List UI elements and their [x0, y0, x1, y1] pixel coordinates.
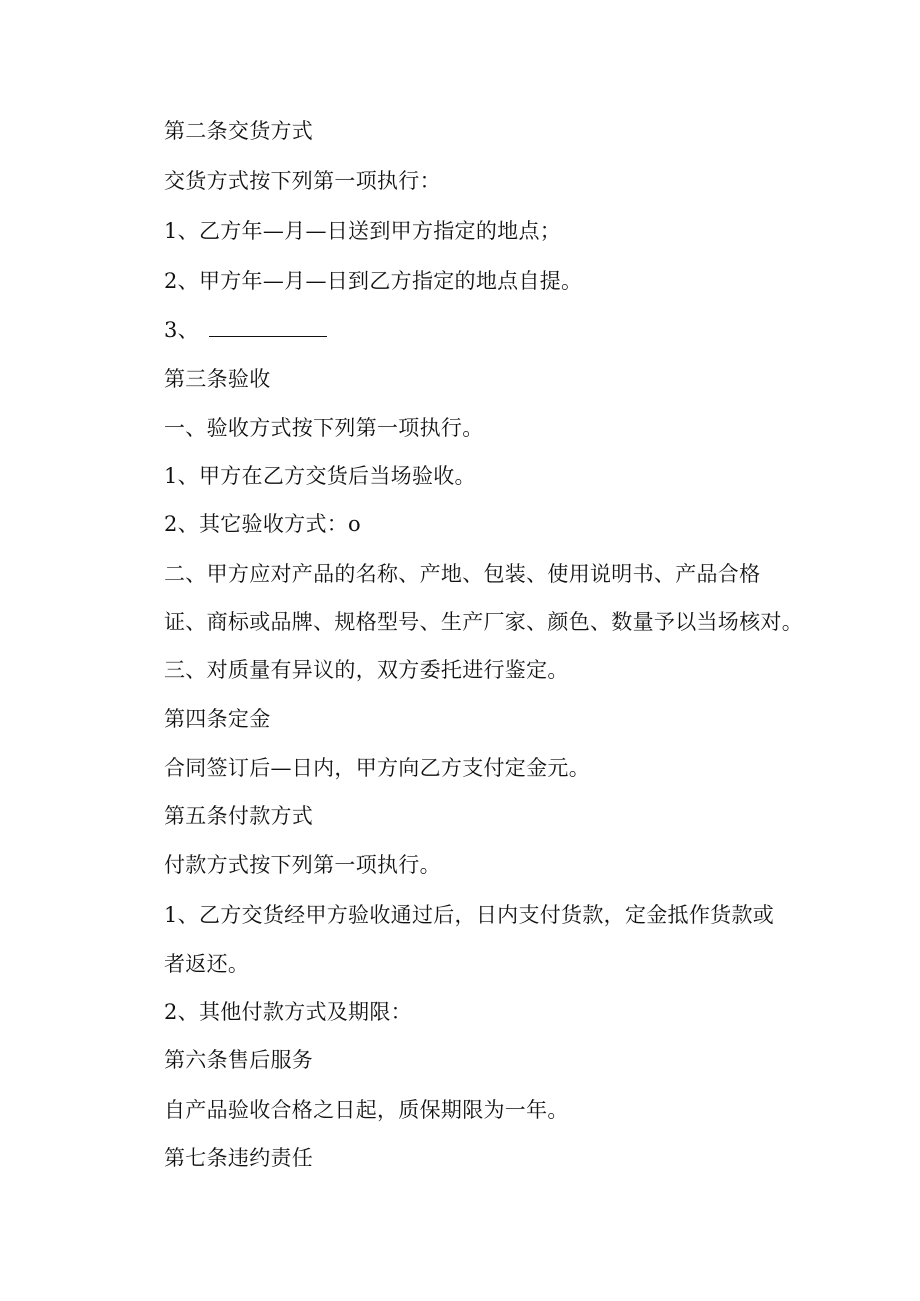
inspection-clause-2-line-1: 二、甲方应对产品的名称、产地、包装、使用说明书、产品合格: [164, 562, 761, 586]
inspection-clause-2-line-2: 证、商标或品牌、规格型号、生产厂家、颜色、数量予以当场核对。: [164, 610, 803, 634]
delivery-option-2: 2、甲方年—月—日到乙方指定的地点自提。: [164, 269, 583, 293]
delivery-option-3-label: 3、: [164, 318, 199, 342]
payment-option-2: 2、其他付款方式及期限：: [164, 1000, 412, 1024]
inspection-option-2: 2、其它验收方式：o: [164, 512, 362, 536]
delivery-option-1: 1、乙方年—月—日送到甲方指定的地点；: [164, 219, 562, 243]
article-4-heading: 第四条定金: [164, 707, 271, 731]
article-3-heading: 第三条验收: [164, 367, 271, 391]
delivery-intro: 交货方式按下列第一项执行：: [164, 169, 441, 193]
article-2-heading: 第二条交货方式: [164, 119, 314, 143]
article-7-heading: 第七条违约责任: [164, 1146, 314, 1170]
deposit-clause: 合同签订后—日内，甲方向乙方支付定金元。: [164, 756, 590, 780]
payment-intro: 付款方式按下列第一项执行。: [164, 853, 441, 877]
payment-option-1-line-1: 1、乙方交货经甲方验收通过后，日内支付货款，定金抵作货款或: [164, 903, 775, 927]
payment-option-1-line-2: 者返还。: [164, 952, 250, 976]
blank-fill-line: [209, 316, 327, 337]
inspection-method-intro: 一、验收方式按下列第一项执行。: [164, 416, 484, 440]
inspection-option-1: 1、甲方在乙方交货后当场验收。: [164, 464, 476, 488]
article-6-heading: 第六条售后服务: [164, 1048, 314, 1072]
article-5-heading: 第五条付款方式: [164, 804, 314, 828]
delivery-option-3: [164, 316, 327, 344]
warranty-clause: 自产品验收合格之日起，质保期限为一年。: [164, 1098, 569, 1122]
inspection-clause-3: 三、对质量有异议的，双方委托进行鉴定。: [164, 658, 569, 682]
